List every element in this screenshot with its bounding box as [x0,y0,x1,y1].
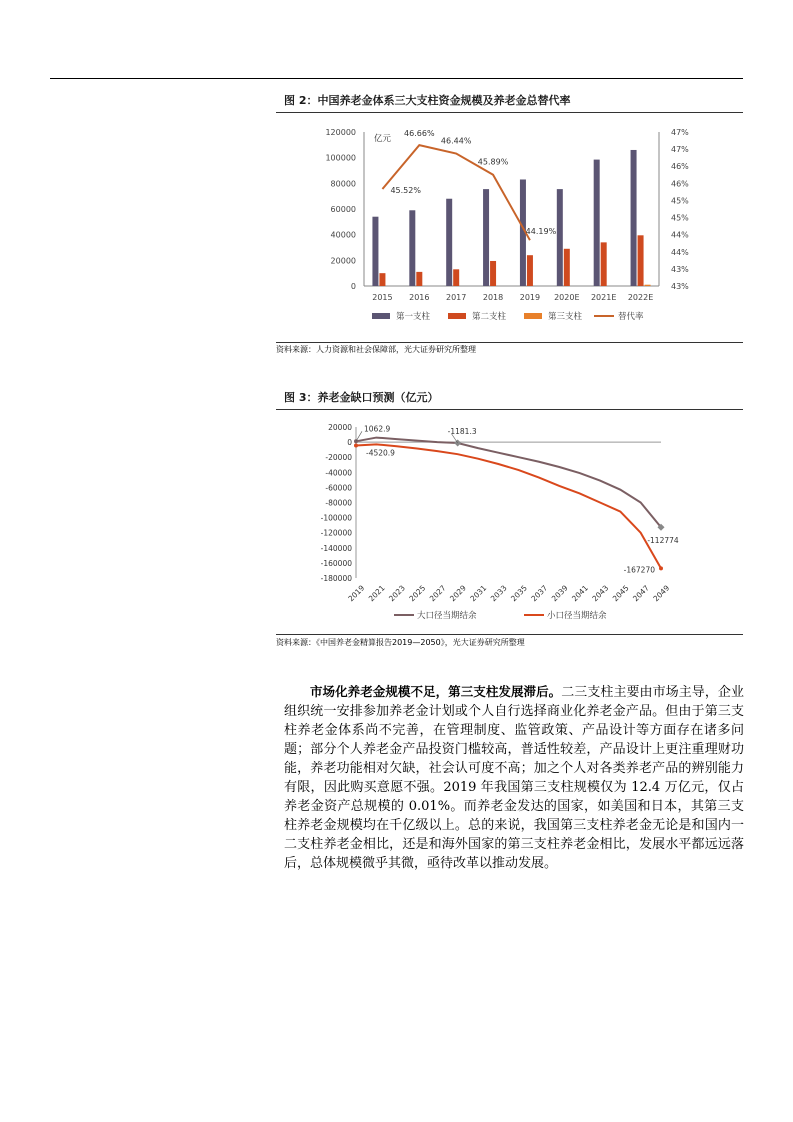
x-tick-label: 2025 [407,583,428,604]
x-tick-label: 2047 [631,583,651,604]
bar-2-2016 [416,272,422,286]
x-tick-label: 2016 [409,293,430,302]
bar-2-2022E [638,235,644,286]
bar-2-2021E [601,242,607,286]
y-tick-label: -80000 [325,498,352,508]
y2-tick-label: 46% [671,162,689,172]
rate-label: 46.66% [404,129,435,139]
marker-point [354,439,358,443]
x-tick-label: 2029 [448,583,468,604]
y-tick-label: -100000 [320,513,352,523]
x-tick-label: 2039 [549,583,570,604]
x-tick-label: 2043 [590,583,611,604]
x-tick-label: 2020E [554,293,580,302]
marker-point [659,566,663,570]
x-tick-label: 2037 [529,583,550,604]
annotation-label: -167270 [623,565,655,575]
figure3-top-rule [276,409,743,410]
figure2-top-rule [276,112,743,113]
figure2-title: 图 2：中国养老金体系三大支柱资金规模及养老金总替代率 [284,94,571,107]
figure3-title: 图 3：养老金缺口预测（亿元） [284,391,439,404]
x-tick-label: 2015 [372,293,393,302]
y2-tick-label: 46% [671,179,689,189]
x-tick-label: 2035 [509,583,529,604]
legend-label: 第一支柱 [396,312,431,322]
x-tick-label: 2041 [570,583,590,604]
series-line-2 [356,444,661,568]
y-tick-label: 80000 [330,179,356,189]
x-tick-label: 2017 [446,293,467,302]
x-tick-label: 2027 [427,583,448,604]
legend-label: 大口径当期结余 [417,611,477,621]
y-tick-label: 20000 [328,423,352,432]
legend-swatch [448,313,466,319]
bar-2-2018 [490,261,496,286]
figure2-chart [276,114,743,342]
y-tick-label: -20000 [325,453,352,463]
y-tick-label: 40000 [330,230,356,240]
x-tick-label: 2021 [366,583,387,604]
figure2-bottom-rule [276,342,743,343]
y2-tick-label: 43% [671,282,689,291]
bar-1-2015 [372,217,378,286]
paragraph-lead: 市场化养老金规模不足，第三支柱发展滞后。 [310,684,562,699]
rate-label: 45.89% [477,157,509,167]
bar-1-2018 [483,189,489,286]
body-paragraph [284,682,744,873]
bar-1-2022E [631,150,637,286]
page-header-rule [50,78,743,79]
figure2-source: 资料来源：人力资源和社会保障部，光大证券研究所整理 [276,345,476,354]
y-tick-label: -40000 [325,468,352,478]
y-tick-label: 20000 [330,256,356,266]
x-tick-label: 2045 [610,583,631,604]
bar-1-2021E [594,160,600,286]
bar-2-2015 [379,273,385,286]
legend-label: 替代率 [618,312,644,322]
figure3-bottom-rule [276,634,743,635]
y-tick-label: 120000 [325,128,356,137]
legend-swatch [372,313,390,319]
bar-2-2019 [527,255,533,286]
legend-label: 第二支柱 [472,312,507,322]
y-tick-label: -140000 [320,543,352,553]
figure3-source: 资料来源：《中国养老金精算报告2019—2050》，光大证券研究所整理 [276,638,525,647]
y-tick-label: -180000 [320,574,352,583]
annotation-label: 1062.9 [364,424,391,434]
x-tick-label: 2022E [627,293,654,302]
bar-1-2017 [446,199,452,286]
legend-swatch [524,313,542,319]
legend-label: 第三支柱 [548,312,583,322]
rate-label: 46.44% [440,136,472,146]
marker-point [454,439,461,446]
y-tick-label: -60000 [325,483,352,493]
unit-label: 亿元 [374,134,392,144]
x-tick-label: 2018 [482,293,504,302]
series-line-1 [356,438,661,528]
bar-3-2022E [645,285,651,286]
bar-2-2020E [564,249,570,286]
x-tick-label: 2019 [346,583,367,604]
y2-tick-label: 43% [671,264,689,274]
y-tick-label: -120000 [320,528,352,538]
annotation-label: -112774 [647,536,679,546]
y2-tick-label: 44% [671,247,689,257]
x-tick-label: 2021E [590,293,617,302]
x-tick-label: 2049 [651,583,672,604]
annotation-label: -4520.9 [366,448,395,458]
y2-tick-label: 44% [671,230,689,240]
rate-label: 45.52% [390,185,421,195]
paragraph-body: 二三支柱主要由市场主导，企业组织统一安排参加养老金计划或个人自行选择商业化养老金产品。但由于第三支柱养老金体系尚不完善，在管理制度、监管政策、产品设计等方面存在诸多问题；部分个人养老金产品投资门槛较高，普适性较差，产品设计上更注重理财功能，养老功能相对欠缺，社会认可度不高；加之个人对各类养老产品的辨别能力有限，因此购买意愿不强。2019 年我国第三支柱规模仅为 12.4 万亿元，仅占养老金资产总规模的 0.01%。而养老金发达的国家，如美国和日本，其第三支柱养老金规模均在千亿级以上。总的来说，我国第三支柱养老金无论是和国内一二支柱养老金相比，还是和海外国家的第三支柱养老金相比，发展水平都远远落后，总体规模微乎其微，亟待改革以推动发展。 [284,685,744,871]
y2-tick-label: 45% [671,213,689,223]
x-tick-label: 2031 [468,583,489,604]
y2-tick-label: 45% [671,196,689,206]
figure3-chart [276,411,743,633]
x-tick-label: 2033 [488,583,509,604]
rate-label: 44.19% [525,227,557,237]
y-tick-label: 100000 [325,153,356,163]
x-tick-label: 2019 [519,293,541,302]
y2-tick-label: 47% [671,128,689,137]
y-tick-label: -160000 [320,558,352,568]
y-tick-label: 0 [350,282,356,291]
y2-tick-label: 47% [671,145,689,155]
marker-point [354,444,358,448]
x-tick-label: 2023 [387,583,407,604]
annotation-label: -1181.3 [447,426,477,436]
legend-label: 小口径当期结余 [547,611,607,621]
bar-1-2020E [557,189,563,286]
bar-2-2017 [453,269,459,286]
y-tick-label: 0 [347,438,352,448]
y-tick-label: 60000 [330,205,356,214]
bar-1-2016 [409,210,415,286]
